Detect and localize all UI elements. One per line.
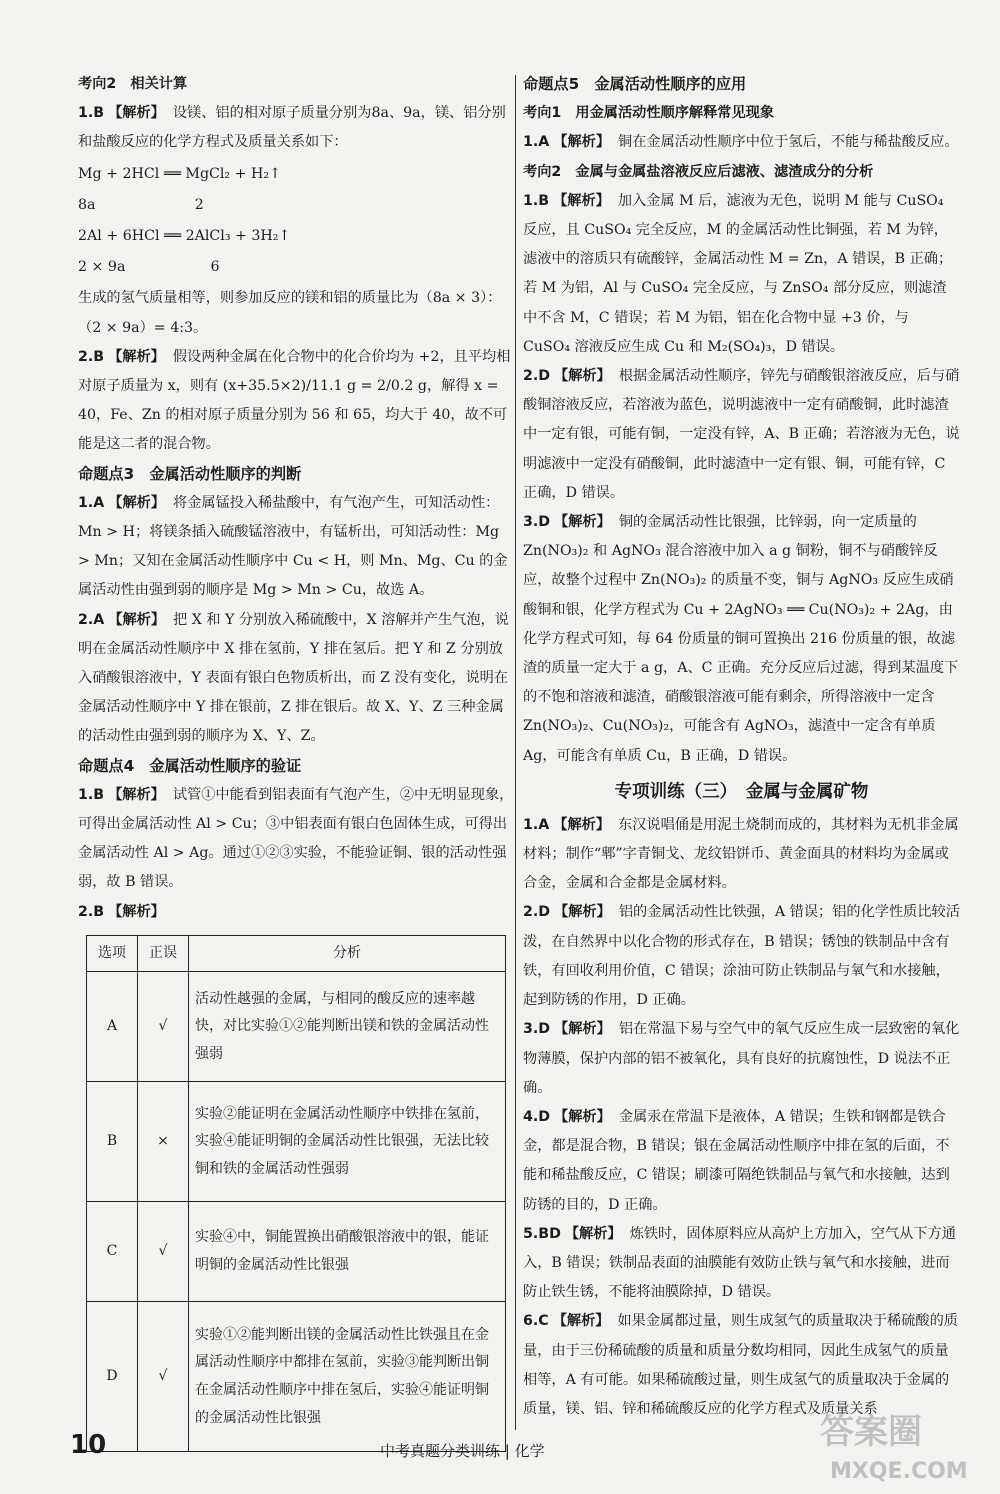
heading-direction1: 考向1 用金属活动性顺序解释常见现象 <box>523 105 775 122</box>
item-number: 1. <box>523 816 539 833</box>
cell-judge: √ <box>138 972 189 1082</box>
item-text: 试管①中能看到铝表面有气泡产生，②中无明显现象，可得出金属活动性 Al > Cu；③中铝表面有银白色固体生成，可得出金属活动性 Al > Ag。通过①②③实验，不能验证铜、银的活动性强弱，故 B 错误。 <box>78 786 514 891</box>
item-answer: D <box>538 368 551 385</box>
analysis-tag: 【解析】 <box>108 494 166 511</box>
item-number: 1. <box>78 786 94 803</box>
item-text: 假设两种金属在化合物中的化合价均为 +2，且平均相对原子质量为 x，则有 (x+35.5×2)/11.1 g = 2/0.2 g，解得 x = 40，Fe、Zn 的相对原子质量分别为 56 和 65，均大于 40，故不可能是这二者的混合物。 <box>78 348 511 453</box>
item-answer: B <box>93 786 105 803</box>
analysis-tag: 【解析】 <box>554 1108 611 1125</box>
answer-item <box>523 508 960 771</box>
cell-option: C <box>87 1202 138 1302</box>
header-judge: 正误 <box>138 935 189 972</box>
item-answer: D <box>538 1108 551 1125</box>
analysis-tag: 【解析】 <box>108 903 165 920</box>
item-number: 2. <box>78 611 94 628</box>
heading-topic4: 命题点4 金属活动性顺序的验证 <box>78 756 302 775</box>
answer-item <box>523 1103 960 1220</box>
answer-item <box>78 489 515 606</box>
conclusion-text: 生成的氢气质量相等，则参加反应的镁和铝的质量比为（8a × 3）：（2 × 9a）= 4:3。 <box>78 290 502 336</box>
item-number: 4. <box>523 1108 539 1125</box>
analysis-tag: 【解析】 <box>554 514 611 531</box>
answer-item <box>523 128 960 157</box>
analysis-table <box>86 935 506 1453</box>
item-number: 3. <box>523 1021 539 1038</box>
item-text: 金属汞在常温下是液体，A 错误；生铁和钢都是铁合金，都是混合物，B 错误；银在金属活动性顺序中排在氢的后面，不能和稀盐酸反应，C 错误；刷漆可隔绝铁制品与氧气和水接触，达到防锈的目的，D 正确。 <box>523 1108 950 1213</box>
cell-analysis: 实验②能证明在金属活动性顺序中铁排在氢前，实验④能证明铜的金属活动性比银强，无法比较铜和铁的金属活动性强弱 <box>189 1082 506 1202</box>
equation-mg: Mg + 2HCl ══ MgCl₂ + H₂↑ <box>78 165 281 182</box>
item-text: 铝的金属活动性比铁强，A 错误；铝的化学性质比较活泼，在自然界中以化合物的形式存在，B 错误；锈蚀的铁制品中含有铁，有回收利用价值，C 错误；涂油可防止铁制品与氧气和水接触，起到防锈的作用，D 正确。 <box>523 904 960 1009</box>
item-text: 炼铁时，固体原料应从高炉上方加入，空气从下方通入，B 错误；铁制品表面的油膜能有效防止铁与氧气和水接触，进而防止铁生锈，不能将油膜除掉，D 错误。 <box>523 1225 956 1301</box>
analysis-tag: 【解析】 <box>554 904 611 921</box>
answer-item <box>523 1220 960 1308</box>
item-number: 1. <box>523 192 539 209</box>
cell-option: D <box>87 1302 138 1452</box>
item-text: 铜在金属活动性顺序中位于氢后，不能与稀盐酸反应。 <box>618 134 959 151</box>
heading-related-calc: 考向2 相关计算 <box>78 76 188 92</box>
equation-mg-values: 8a 2 <box>78 196 204 213</box>
heading-topic3: 命题点3 金属活动性顺序的判断 <box>78 464 302 483</box>
item-answer: D <box>538 904 551 921</box>
section-title: 专项训练（三） 金属与金属矿物 <box>614 781 869 802</box>
table-row <box>87 1202 506 1302</box>
analysis-tag: 【解析】 <box>553 816 611 833</box>
item-answer: A <box>93 611 105 628</box>
cell-analysis: 实验①②能判断出镁的金属活动性比铁强且在金属活动性顺序中都排在氢前，实验③能判断出铜在金属活动性顺序中排在氢后，实验④能证明铜的金属活动性比银强 <box>189 1302 506 1452</box>
analysis-tag: 【解析】 <box>108 786 165 803</box>
item-answer: B <box>538 192 550 209</box>
item-answer: D <box>538 514 551 531</box>
heading-topic5: 命题点5 金属活动性顺序的应用 <box>523 75 747 93</box>
column-divider <box>515 75 516 1430</box>
cell-option: A <box>87 972 138 1082</box>
header-option: 选项 <box>87 935 138 972</box>
item-text: 根据金属活动性顺序，锌先与硝酸银溶液反应，后与硝酸铜溶液反应，若溶液为蓝色，说明滤液中一定有硝酸铜，此时滤渣中一定有银，可能有铜，一定没有锌，A、B 正确；若溶液为无色，说明滤液中一定没有硝酸铜，此时滤渣中一定有银、铜，可能有锌，C 正确，D 错误。 <box>523 368 960 501</box>
answer-item <box>78 99 515 157</box>
answer-item <box>78 781 515 898</box>
item-answer: B <box>93 348 105 365</box>
answer-item <box>523 362 960 508</box>
item-text: 如果金属都过量，则生成氢气的质量取决于稀硫酸的质量，由于三份稀硫酸的质量和质量分数均相同，因此生成氢气的质量相等，A 有可能。如果稀硫酸过量，则生成氢气的质量取决于金属的质量，镁、铝、锌和稀硫酸反应的化学方程式及质量关系 <box>523 1313 958 1417</box>
watermark-line1: 答案圈 <box>820 1412 922 1452</box>
item-answer: C <box>538 1313 549 1330</box>
watermark-line2: MXQE.COM <box>830 1459 968 1484</box>
item-text: 加入金属 M 后，滤液为无色，说明 M 能与 CuSO₄ 反应，且 CuSO₄ 完全反应，M 的金属活动性比铜强，若 M 为锌，滤液中的溶质只有硫酸锌，金属活动性 M = Zn，A 错误，B 正确；若 M 为铝，Al 与 CuSO₄ 完全反应，与 ZnSO₄ 部分反应，则滤渣中不含 M，C 错误；若 M 为铝，铝在化合物中显 +3 价，与 CuSO₄ 溶液反应生成 Cu 和 M₂(SO₄)₃，D 错误。 <box>523 192 953 355</box>
analysis-tag: 【解析】 <box>108 105 165 122</box>
cell-analysis: 实验④中，铜能置换出硝酸银溶液中的银，能证明铜的金属活动性比银强 <box>189 1202 506 1302</box>
answer-item <box>78 343 515 460</box>
analysis-tag: 【解析】 <box>108 348 165 365</box>
answer-item <box>523 1015 960 1103</box>
item-number: 5. <box>523 1225 539 1242</box>
item-text: 铜的金属活动性比银强，比锌弱，向一定质量的 Zn(NO₃)₂ 和 AgNO₃ 混合溶液中加入 a g 铜粉，铜不与硝酸锌反应，故整个过程中 Zn(NO₃)₂ 的质量不变，铜与 AgNO₃ 反应生成硝酸铜和银，化学方程式为 Cu + 2AgNO₃ ══ Cu(NO₃)₂ + 2Ag，由化学方程式可知，每 64 份质量的铜可置换出 216 份质量的银，故滤渣的质量一定大于 a g，A、C 正确。充分反应后过滤，得到某温度下的不饱和溶液和滤渣，硝酸银溶液可能有剩余，所得溶液中一定含 Zn(NO₃)₂、Cu(NO₃)₂，可能含有 AgNO₃，滤渣中一定含有单质 Ag，可能含有单质 Cu，B 正确，D 错误。 <box>523 514 959 764</box>
item-answer: BD <box>538 1225 561 1242</box>
item-text: 东汉说唱俑是用泥土烧制而成的，其材料为无机非金属材料；制作“郫”字青铜戈、龙纹铅饼币、黄金面具的材料均为金属或合金，金属和合金都是金属材料。 <box>523 816 959 892</box>
answer-item <box>78 898 515 927</box>
cell-judge: × <box>138 1082 189 1202</box>
item-answer: A <box>93 494 105 511</box>
cell-judge: √ <box>138 1202 189 1302</box>
table-row <box>87 1302 506 1452</box>
analysis-tag: 【解析】 <box>553 134 611 151</box>
item-number: 1. <box>523 134 539 151</box>
analysis-tag: 【解析】 <box>553 192 610 209</box>
table-header-row <box>87 935 506 972</box>
item-number: 2. <box>78 348 94 365</box>
footer-title: 中考真题分类训练 | 化学 <box>380 1442 545 1460</box>
item-answer: A <box>538 134 550 151</box>
item-number: 6. <box>523 1313 539 1330</box>
right-column <box>523 70 960 1424</box>
item-text: 设镁、铝的相对原子质量分别为8a、9a，镁、铝分别和盐酸反应的化学方程式及质量关系如下： <box>78 105 506 151</box>
item-answer: A <box>538 816 550 833</box>
cell-analysis: 活动性越强的金属，与相同的酸反应的速率越快，对比实验①②能判断出镁和铁的金属活动性强弱 <box>189 972 506 1082</box>
table-row <box>87 972 506 1082</box>
item-number: 2. <box>523 904 539 921</box>
item-number: 1. <box>78 494 94 511</box>
analysis-tag: 【解析】 <box>564 1225 622 1242</box>
item-number: 3. <box>523 514 539 531</box>
item-number: 2. <box>523 368 539 385</box>
item-number: 1. <box>78 105 94 122</box>
table-row <box>87 1082 506 1202</box>
item-number: 2. <box>78 903 94 920</box>
equation-al: 2Al + 6HCl ══ 2AlCl₃ + 3H₂↑ <box>78 228 291 245</box>
cell-option: B <box>87 1082 138 1202</box>
answer-item <box>523 898 960 1015</box>
answer-item <box>78 606 515 752</box>
answer-item <box>523 187 960 362</box>
item-text: 将金属锰投入稀盐酸中，有气泡产生，可知活动性：Mn > H；将镁条插入硫酸锰溶液中，有锰析出，可知活动性：Mg > Mn；又知在金属活动性顺序中 Cu < H，则 Mn、Mg、Cu 的金属活动性由强到弱的顺序是 Mg > Mn > Cu，故选 A。 <box>78 494 508 599</box>
watermark-logo <box>800 1398 980 1488</box>
cell-judge: √ <box>138 1302 189 1452</box>
equation-al-values: 2 × 9a 6 <box>78 259 220 276</box>
item-answer: B <box>93 105 105 122</box>
page-number: 10 <box>70 1430 107 1460</box>
item-text: 把 X 和 Y 分别放入稀硫酸中，X 溶解并产生气泡，说明在金属活动性顺序中 X 排在氢前，Y 排在氢后。把 Y 和 Z 分别放入硝酸银溶液中，Y 表面有银白色物质析出，而 Z 没有变化，说明在金属活动性顺序中 Y 排在银前，Z 排在银后。故 X、Y、Z 三种金属的活动性由强到弱的顺序为 X、Y、Z。 <box>78 611 509 745</box>
item-answer: B <box>93 903 105 920</box>
header-analysis: 分析 <box>189 935 506 972</box>
left-column <box>78 70 515 1452</box>
item-text: 铝在常温下易与空气中的氧气反应生成一层致密的氧化物薄膜，保护内部的铝不被氧化，具有良好的抗腐蚀性，D 说法不正确。 <box>523 1021 960 1096</box>
answer-item <box>523 811 960 899</box>
heading-direction2: 考向2 金属与金属盐溶液反应后滤液、滤渣成分的分析 <box>523 163 874 180</box>
analysis-tag: 【解析】 <box>552 1313 610 1330</box>
item-answer: D <box>538 1021 551 1038</box>
analysis-tag: 【解析】 <box>554 368 611 385</box>
analysis-tag: 【解析】 <box>554 1021 611 1038</box>
analysis-tag: 【解析】 <box>108 611 166 628</box>
